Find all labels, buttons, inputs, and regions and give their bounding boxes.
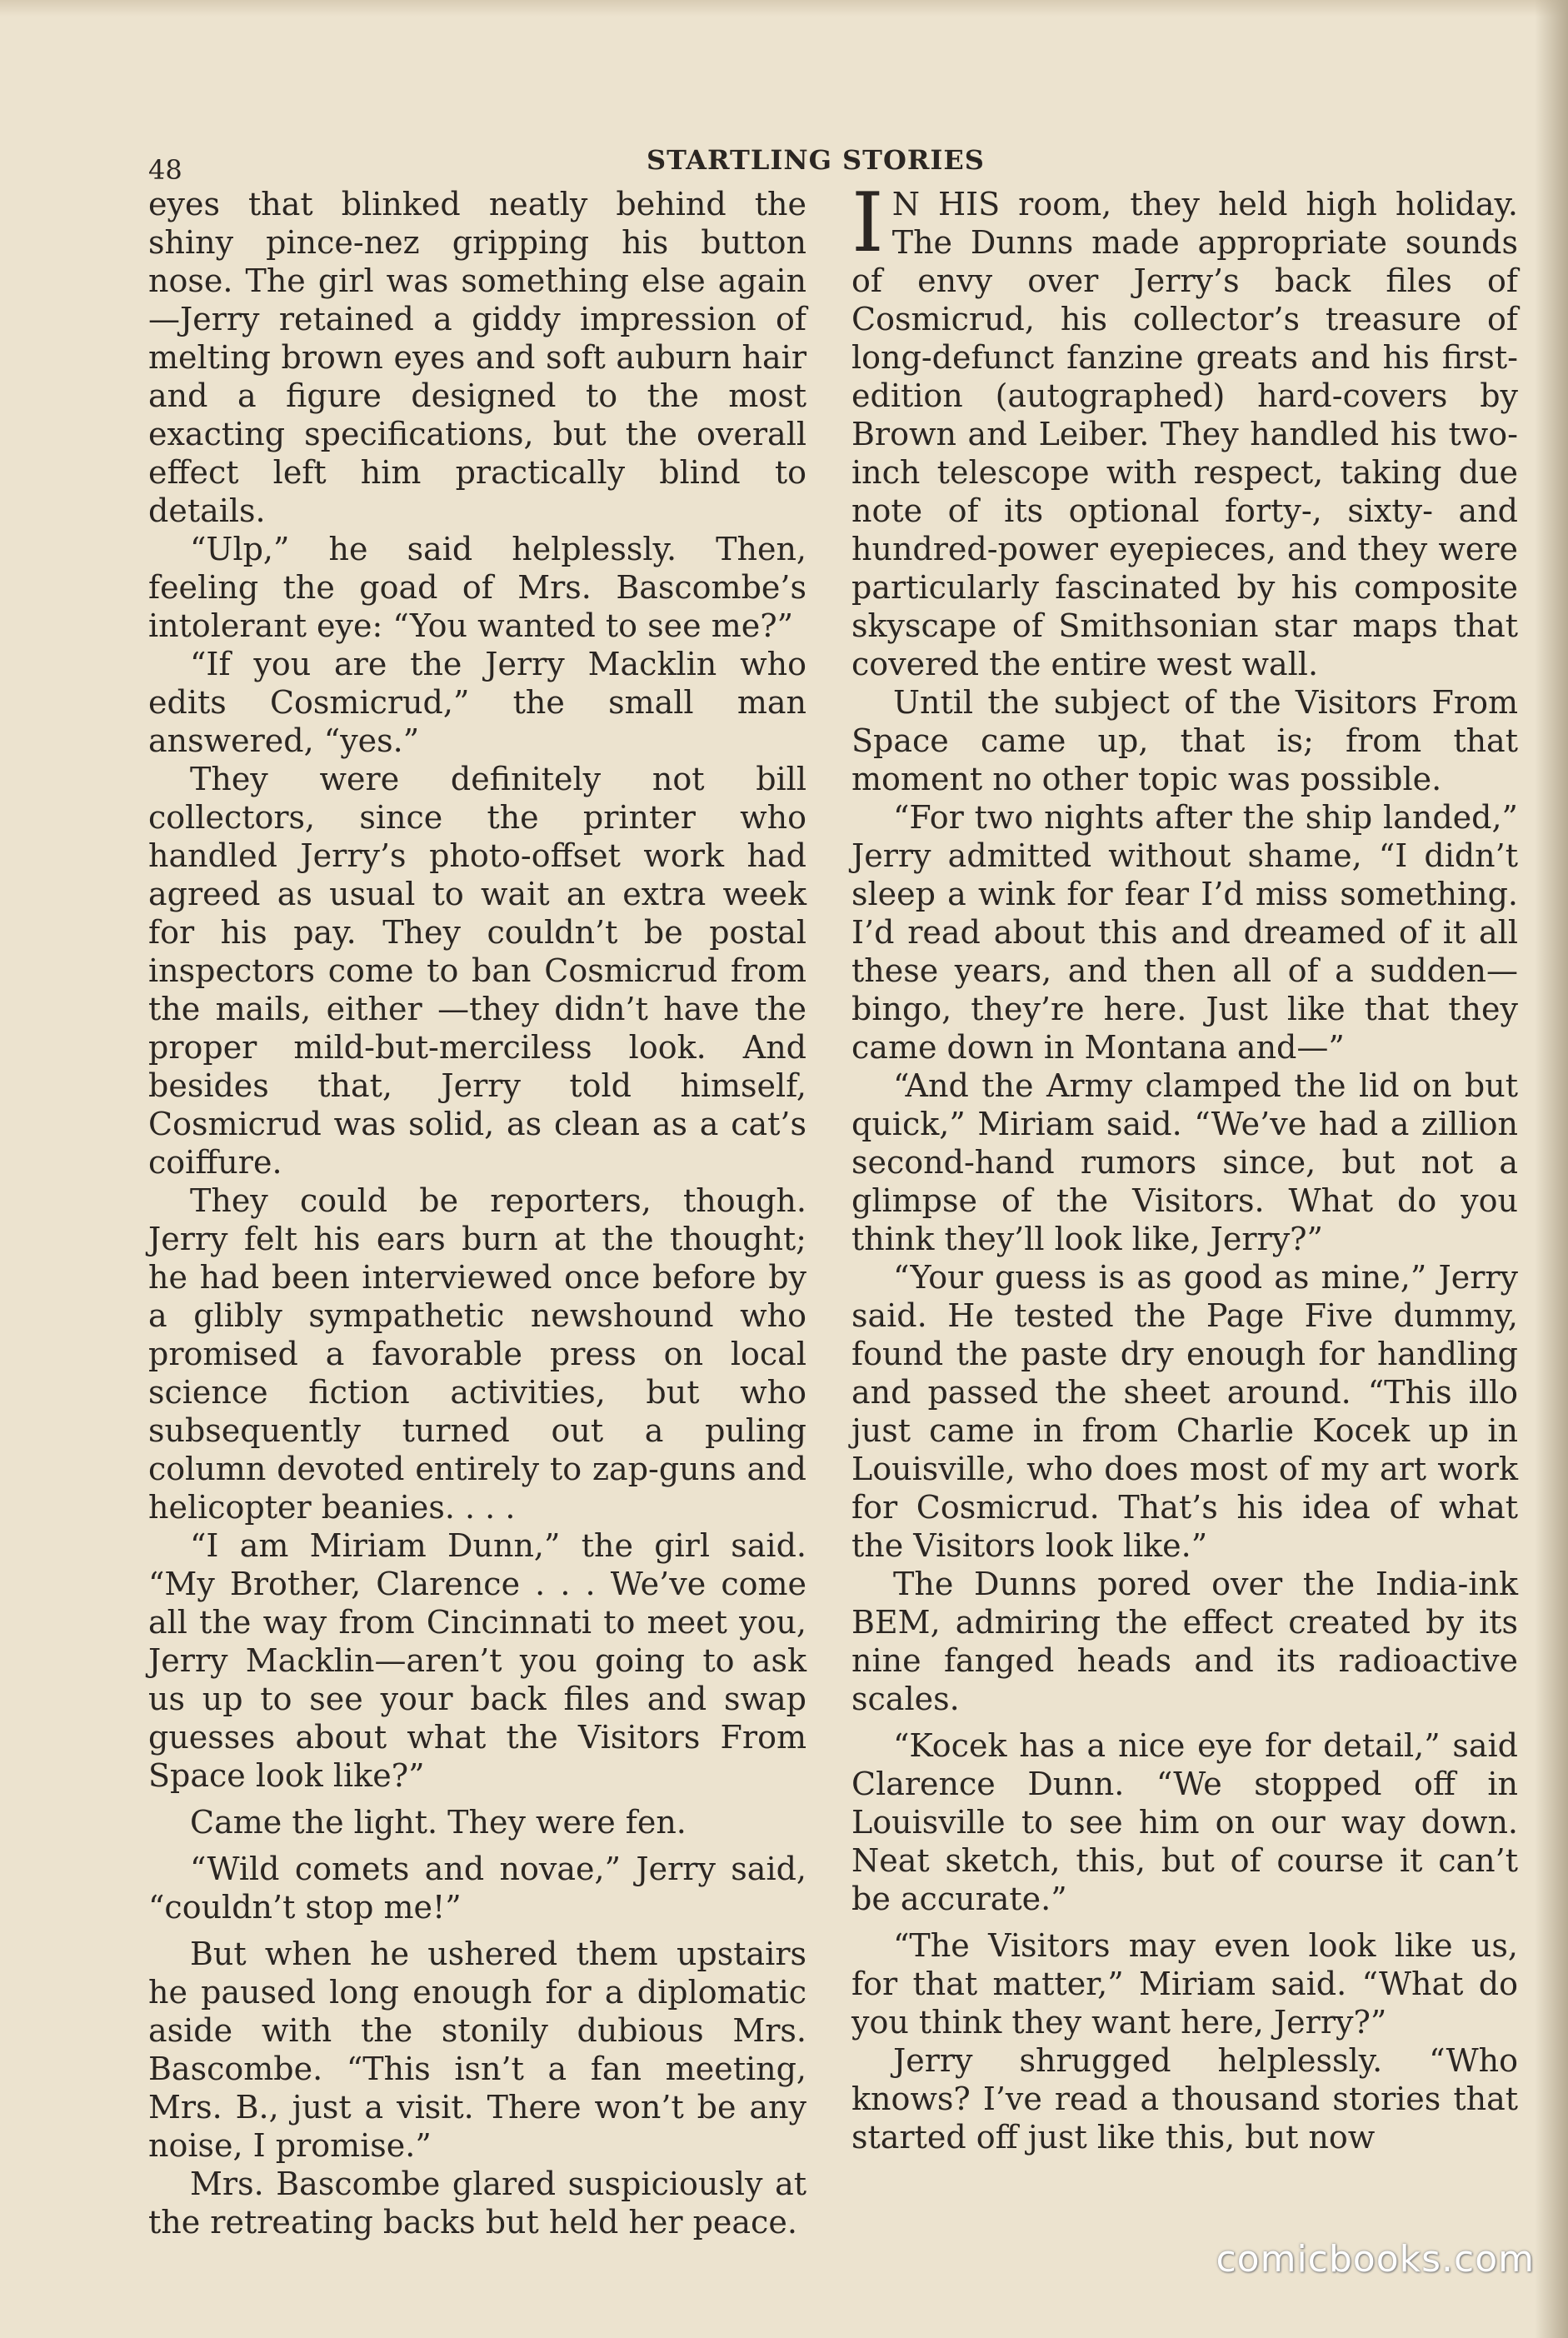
paragraph: Came the light. They were fen. (190, 1804, 687, 1841)
page-top-shadow (0, 0, 1568, 17)
opening-paragraph (851, 176, 1518, 683)
paragraph: “The Visitors may even look like us, for that matter,” Miriam said. “What do you think they want here, Jerry?” (851, 1927, 1518, 2041)
page-number: 48 (148, 154, 182, 186)
paragraph: They could be reporters, though. Jerry felt his ears burn at the thought; he had been interviewed once before by a glibly sympathetic newshound who promised a favorable press on local science fiction activities, but who subsequently turned out a puling column devoted entirely to zap-guns and helicopter beanies. . . . (148, 1182, 806, 1526)
paragraph: “For two nights after the ship landed,” Jerry admitted without shame, “I didn’t sleep a wink for fear I’d miss something. I’d read about this and dreamed of it all these years, and then all of a sudden—bingo, they’re here. Just like that they came down in Montana and—” (851, 799, 1518, 1066)
opening-paragraph-text: N HIS room, they held high holiday. The Dunns made appropriate sounds of envy over Jerry’s back files of Cosmicrud, his collector’s treasure of long-defunct fanzine greats and his first-edition (autographed) hard-covers by Brown and Leiber. They handled his two-inch telescope with respect, taking due note of its optional forty-, sixty- and hundred-power eyepieces, and they were particularly fascinated by his composite skyscape of Smithsonian star maps that covered the entire west wall. (851, 186, 1518, 682)
paragraph: “Wild comets and novae,” Jerry said, “couldn’t stop me!” (148, 1851, 806, 1926)
watermark: comicbooks.com (1216, 2238, 1535, 2281)
paragraph: “And the Army clamped the lid on but quick,” Miriam said. “We’ve had a zillion second-hand rumors since, but not a glimpse of the Visitors. What do you think they’ll look like, Jerry?” (851, 1067, 1518, 1257)
paragraph: “If you are the Jerry Macklin who edits Cosmicrud,” the small man answered, “yes.” (148, 646, 806, 759)
paragraph: Jerry shrugged helplessly. “Who knows? I’ve read a thousand stories that started off just like this, but now (851, 2042, 1518, 2156)
paragraph: “Kocek has a nice eye for detail,” said Clarence Dunn. “We stopped off in Louisville to see him on our way down. Neat sketch, this, but of course it can’t be accurate.” (851, 1727, 1518, 1917)
paragraph: Mrs. Bascombe glared suspiciously at the retreating backs but held her peace. (148, 2166, 806, 2241)
paragraph: They were definitely not bill collectors, since the printer who handled Jerry’s photo-offset work had agreed as usual to wait an extra week for his pay. They couldn’t be postal inspectors come to ban Cosmicrud from the mails, either —they didn’t have the proper mild-but-merciless look. And besides that, Jerry told himself, Cosmicrud was solid, as clean as a cat’s coiffure. (148, 761, 806, 1181)
paragraph: “I am Miriam Dunn,” the girl said. “My Brother, Clarence . . . We’ve come all the way from Cincinnati to meet you, Jerry Macklin—aren’t you going to ask us up to see your back files and swap guesses about what the Visitors From Space look like?” (148, 1527, 806, 1794)
right-column (851, 176, 1518, 2156)
drop-cap: I (851, 176, 884, 271)
paragraph: Until the subject of the Visitors From Space came up, that is; from that moment no other topic was possible. (851, 684, 1518, 797)
paragraph: The Dunns pored over the India-ink BEM, admiring the effect created by its nine fanged heads and its radioactive scales. (851, 1566, 1518, 1717)
paragraph: “Your guess is as good as mine,” Jerry said. He tested the Page Five dummy, found the paste dry enough for handling and passed the sheet around. “This illo just came in from Charlie Kocek up in Louisville, who does most of my art work for Cosmicrud. That’s his idea of what the Visitors look like.” (851, 1259, 1518, 1564)
paragraph: “Ulp,” he said helplessly. Then, feeling the goad of Mrs. Bascombe’s intolerant eye: “You wanted to see me?” (148, 531, 806, 644)
page-edge-shadow (1535, 0, 1568, 2338)
left-column (148, 185, 806, 2241)
running-head: STARTLING STORIES (647, 144, 985, 176)
paragraph: eyes that blinked neatly behind the shiny pince-nez gripping his button nose. The girl was something else again —Jerry retained a giddy impression of melting brown eyes and soft auburn hair and a figure designed to the most exacting specifications, but the overall effect left him practically blind to details. (148, 186, 806, 529)
paragraph: But when he ushered them upstairs he paused long enough for a diplomatic aside with the stonily dubious Mrs. Bascombe. “This isn’t a fan meeting, Mrs. B., just a visit. There won’t be any noise, I promise.” (148, 1936, 806, 2164)
